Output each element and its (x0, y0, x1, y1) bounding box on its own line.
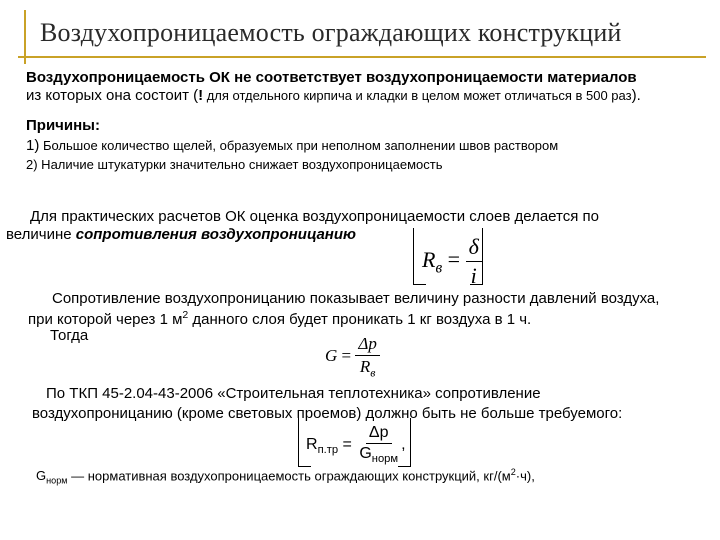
formula-2-fraction (355, 334, 379, 380)
intro-line-2-suffix: ). (631, 87, 641, 104)
definition-line-3: Тогда (50, 327, 89, 344)
tkp-line-2: воздухопроницанию (кроме световых проемов) должно быть не больше требуемого: (32, 405, 623, 422)
formula-2-denominator: $R_в$ (359, 357, 376, 380)
reason-item-2 (26, 156, 442, 174)
formula-air-flow (325, 334, 380, 380)
formula-2-lhs: G (325, 346, 338, 366)
reason-item-2-number: 2) (26, 157, 38, 172)
formula-3-numerator: Δp (366, 424, 392, 444)
reason-item-2-text: Наличие штукатурки значительно снижает воздухопроницаемость (37, 157, 443, 172)
formula-3-comma: , (401, 435, 406, 453)
formula-1-numerator: δ (466, 234, 482, 262)
reasons-heading: Причины: (26, 117, 100, 134)
reason-item-1-text: Большое количество щелей, образуемых при неполном заполнении швов раствором (39, 138, 559, 153)
formula-2-numerator: Δp (355, 334, 379, 356)
formula-1-denominator: i (470, 263, 477, 288)
intro-line-2-note: для отдельного кирпича и кладки в целом может отличаться в 500 раз (203, 88, 632, 103)
tkp-line-1: По ТКП 45-2.04-43-2006 «Строительная теплотехника» сопротивление (46, 385, 541, 402)
definition-line-1: Сопротивление воздухопроницанию показывает величину разности давлений воздуха, (52, 290, 660, 307)
footnote-definition: $G_{норм}$ — нормативная воздухопроницаемость ограждающих конструкций, $кг/(м^2\cdot ч)$, (36, 467, 535, 486)
resistance-line-2 (6, 226, 356, 243)
resistance-term: сопротивления воздухопроницанию (75, 226, 356, 243)
formula-required-resistance (306, 424, 406, 465)
formula-1-fraction (466, 234, 482, 289)
intro-line-2-prefix: из которых она состоит ( (26, 87, 199, 104)
resistance-line-2-prefix: величине (6, 226, 76, 243)
formula-1-lhs: $R_в$ (422, 246, 443, 276)
footnote-symbol: $G_{норм}$ (36, 468, 68, 486)
formula-3-denominator: $G_{норм}$ (359, 445, 399, 466)
definition-line-2: при которой через 1 $м^2$ данного слоя будет проникать 1 кг воздуха в 1 ч. (28, 309, 532, 328)
title-accent-horizontal (18, 56, 706, 58)
slide-title: Воздухопроницаемость ограждающих конструкций (40, 18, 622, 47)
formula-3-fraction (356, 424, 401, 465)
resistance-line-1: Для практических расчетов ОК оценка воздухопроницаемости слоев делается по (30, 208, 599, 225)
formula-air-resistance (422, 234, 482, 289)
reason-item-1-number: 1) (26, 137, 40, 154)
intro-exclamation: ! (198, 87, 204, 104)
formula-1-equals: = (447, 246, 461, 272)
intro-line-2 (26, 87, 641, 104)
formula-3-lhs: $R_{п.тр}$ (306, 435, 339, 457)
formula-3-equals: = (342, 435, 352, 453)
formula-2-equals: = (341, 346, 352, 366)
reason-item-1 (26, 137, 558, 155)
intro-line-1: Воздухопроницаемость ОК не соответствует воздухопроницаемости материалов (26, 69, 637, 86)
